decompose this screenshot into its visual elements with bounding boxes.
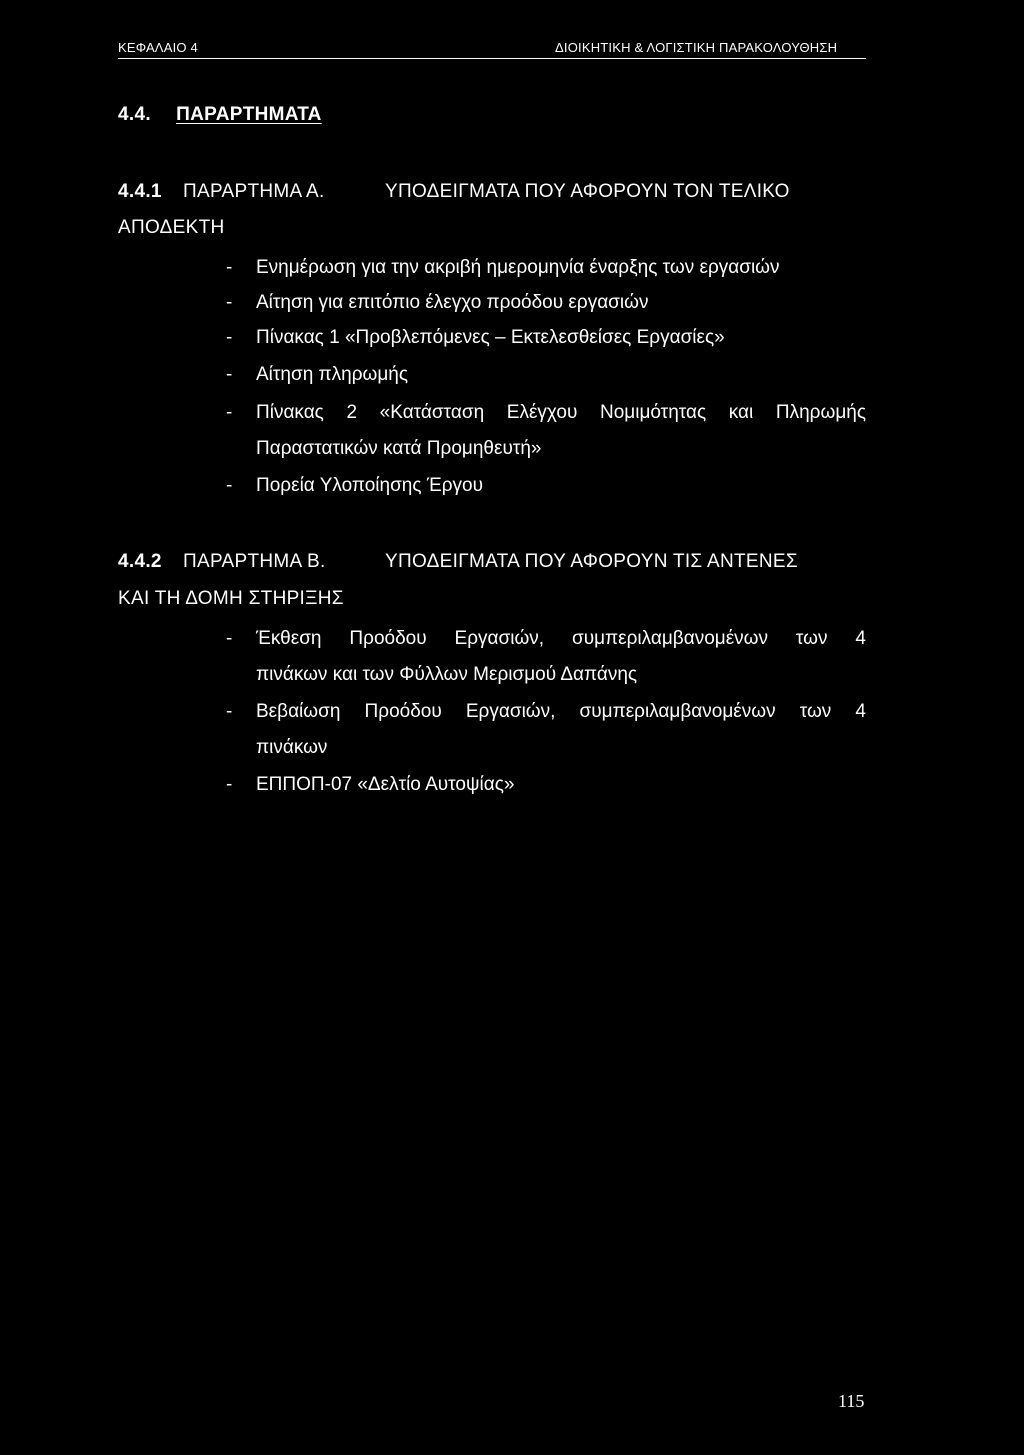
list-bullet: -	[226, 774, 233, 795]
list-item: ΕΠΠΟΠ-07 «Δελτίο Αυτοψίας»	[256, 774, 515, 795]
list-bullet: -	[226, 327, 233, 348]
appendix-b-title: ΥΠΟΔΕΙΓΜΑΤΑ ΠΟΥ ΑΦΟΡΟΥΝ ΤΙΣ ΑΝΤΕΝΕΣ	[385, 551, 798, 572]
list-item-continuation: πινάκων	[256, 737, 328, 758]
appendix-a-number: 4.4.1	[118, 181, 162, 202]
appendix-b-number: 4.4.2	[118, 551, 162, 572]
list-bullet: -	[226, 257, 233, 278]
list-item: Πίνακας 1 «Προβλεπόμενες – Εκτελεσθείσες Εργασίες»	[256, 327, 725, 348]
list-bullet: -	[226, 628, 233, 649]
running-title: ΔΙΟΙΚΗΤΙΚΗ & ΛΟΓΙΣΤΙΚΗ ΠΑΡΑΚΟΛΟΥΘΗΣΗ	[555, 40, 838, 55]
list-item: Έκθεση Προόδου Εργασιών, συμπεριλαμβανομένων των 4	[256, 628, 866, 649]
appendix-b-title-cont: ΚΑΙ ΤΗ ΔΟΜΗ ΣΤΗΡΙΞΗΣ	[118, 588, 344, 609]
appendix-a-heading	[118, 181, 325, 203]
chapter-label: ΚΕΦΑΛΑΙΟ 4	[118, 40, 198, 55]
appendix-a-label: ΠΑΡΑΡΤΗΜΑ Α.	[182, 181, 325, 202]
list-bullet: -	[226, 292, 233, 313]
list-item-continuation: Παραστατικών κατά Προμηθευτή»	[256, 438, 542, 459]
header-rule	[118, 58, 866, 59]
list-bullet: -	[226, 701, 233, 722]
list-bullet: -	[226, 402, 233, 423]
section-heading	[118, 104, 322, 126]
list-item-continuation: πινάκων και των Φύλλων Μερισμού Δαπάνης	[256, 664, 638, 685]
list-bullet: -	[226, 475, 233, 496]
list-item: Πίνακας 2 «Κατάσταση Ελέγχου Νομιμότητας και Πληρωμής	[256, 402, 866, 423]
list-item: Αίτηση για επιτόπιο έλεγχο προόδου εργασιών	[256, 292, 649, 313]
appendix-a-title: ΥΠΟΔΕΙΓΜΑΤΑ ΠΟΥ ΑΦΟΡΟΥΝ ΤΟΝ ΤΕΛΙΚΟ	[385, 181, 790, 202]
section-title: ΠΑΡΑΡΤΗΜΑΤΑ	[176, 104, 322, 125]
section-number: 4.4.	[118, 104, 151, 125]
list-item: Αίτηση πληρωμής	[256, 364, 409, 385]
list-item: Ενημέρωση για την ακριβή ημερομηνία έναρξης των εργασιών	[256, 257, 780, 278]
appendix-b-heading	[118, 551, 326, 573]
appendix-b-label: ΠΑΡΑΡΤΗΜΑ Β.	[182, 551, 326, 572]
list-bullet: -	[226, 364, 233, 385]
appendix-a-title-cont: ΑΠΟΔΕΚΤΗ	[118, 217, 225, 238]
page-number: 115	[838, 1391, 865, 1411]
list-item: Βεβαίωση Προόδου Εργασιών, συμπεριλαμβανομένων των 4	[256, 701, 866, 722]
list-item: Πορεία Υλοποίησης Έργου	[256, 475, 483, 496]
